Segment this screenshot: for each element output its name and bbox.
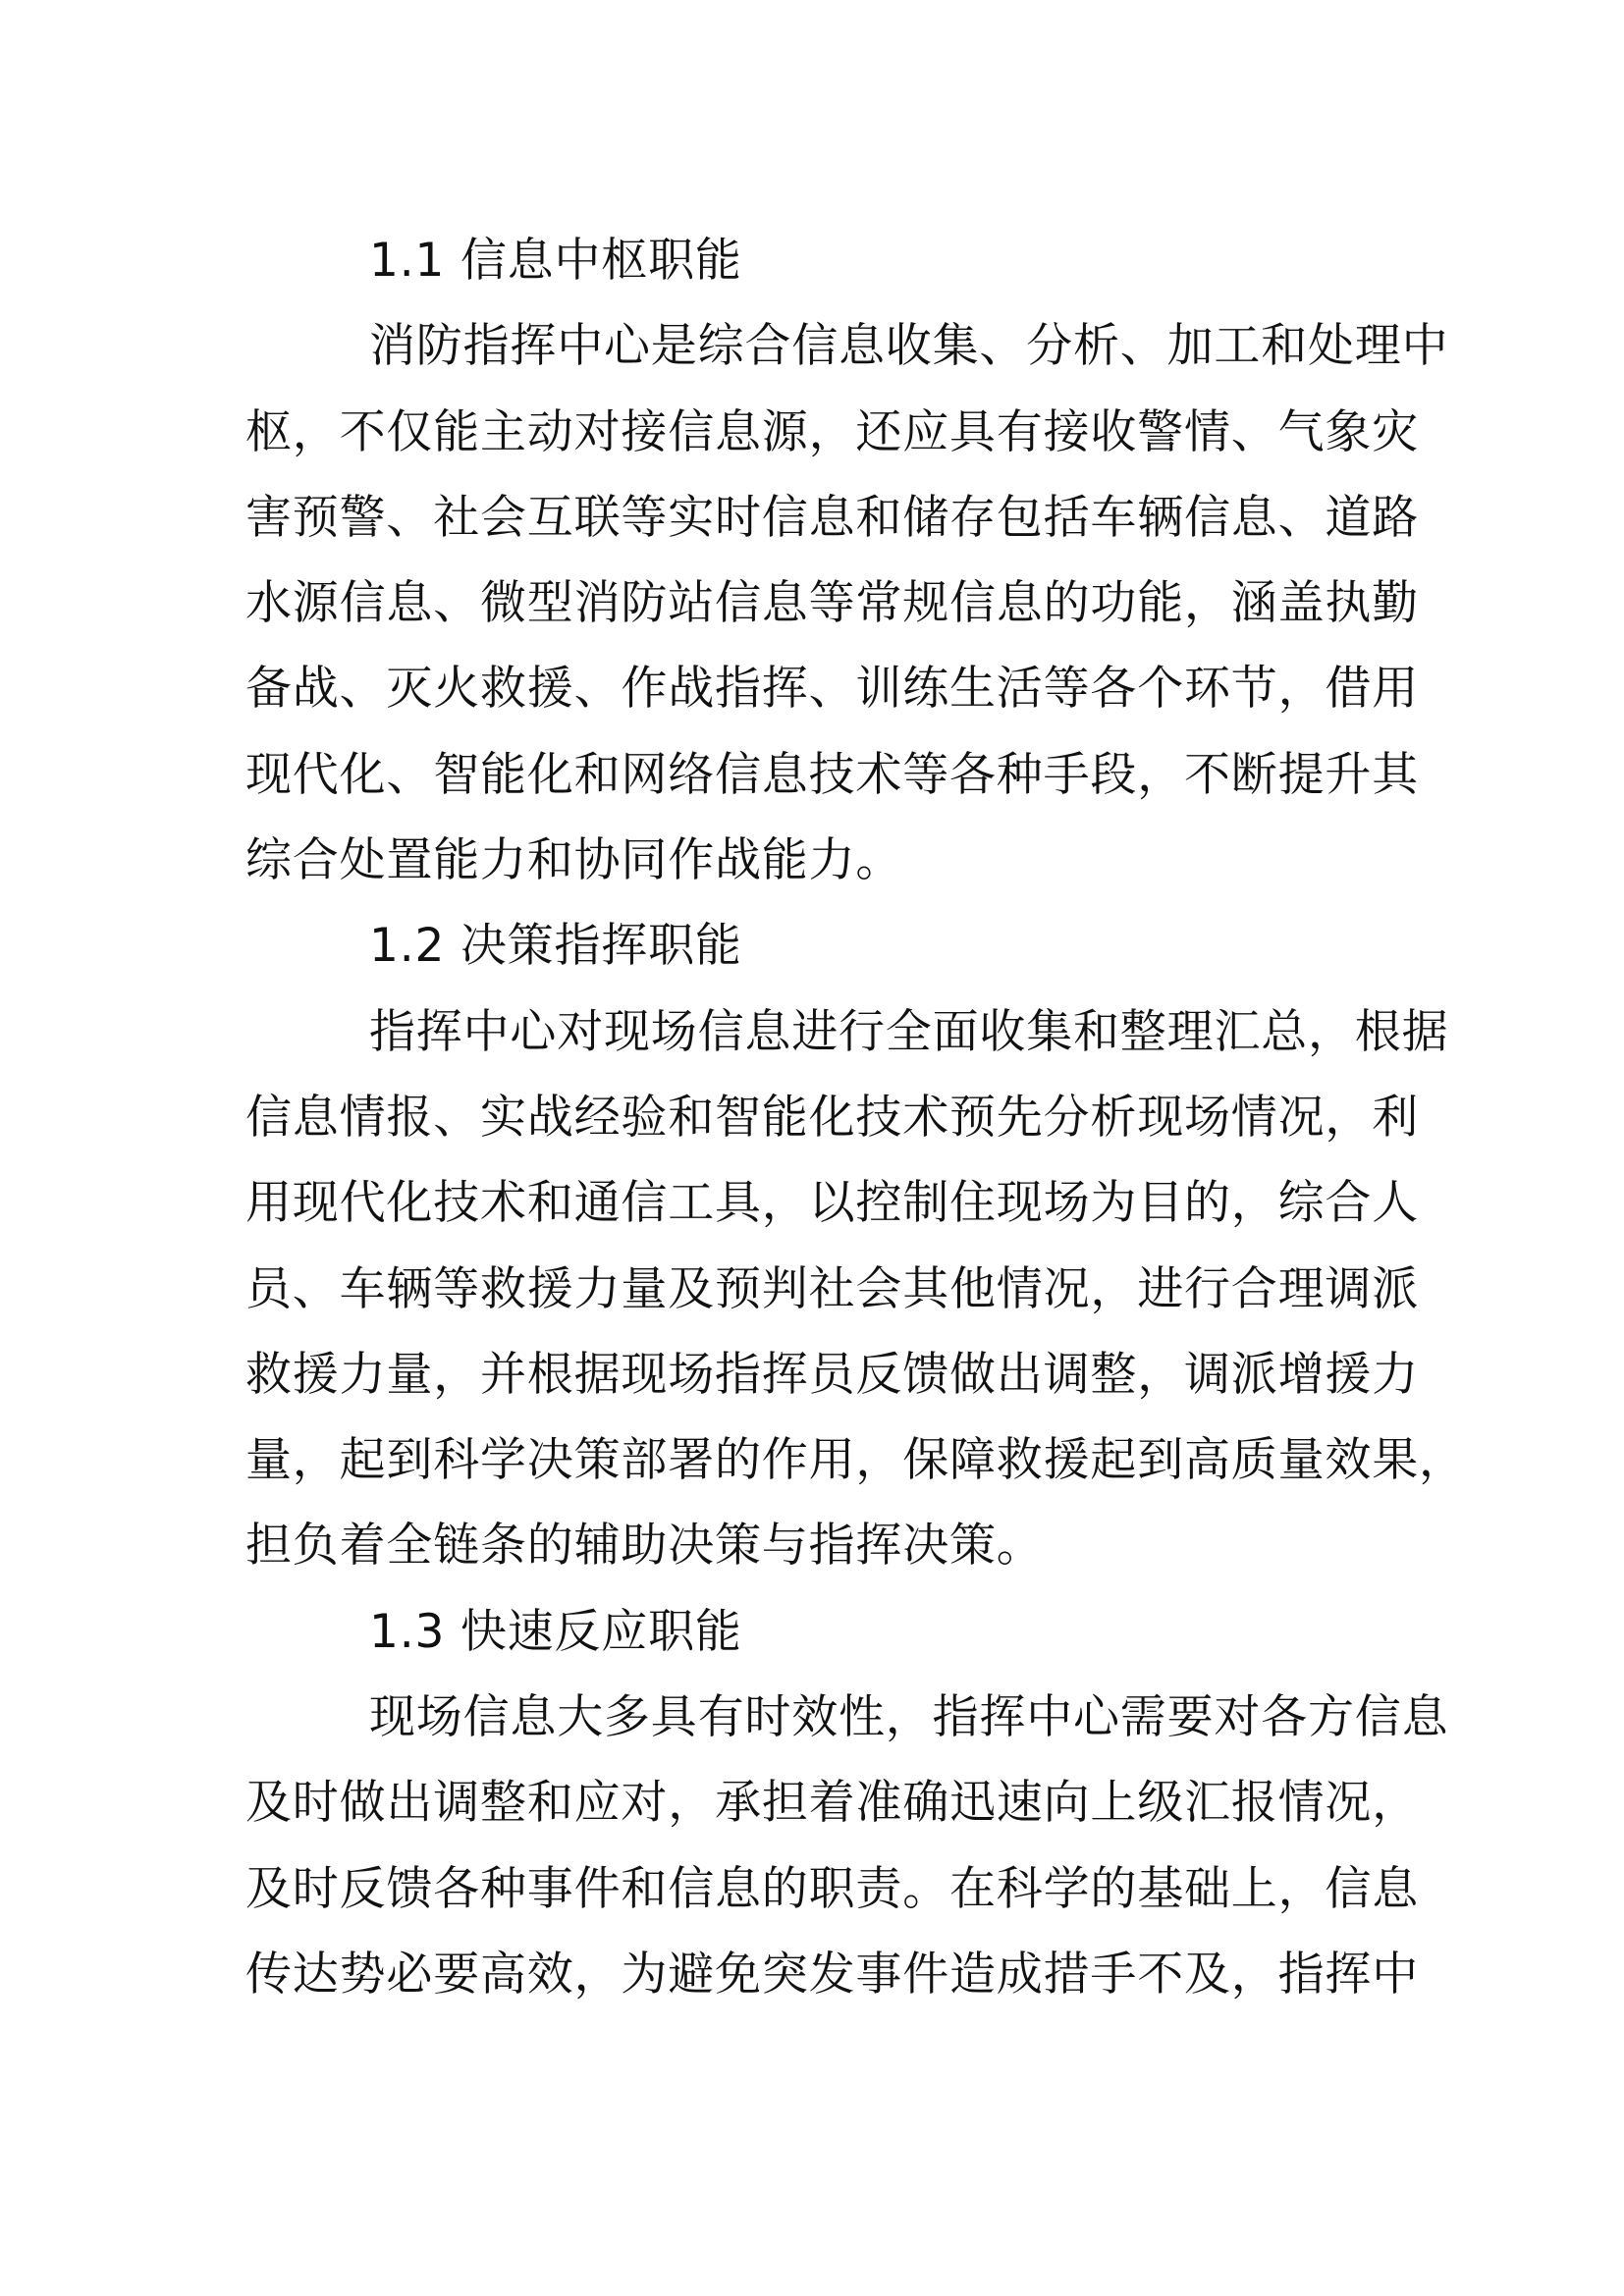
paragraph-line: 备战、灭火救援、作战指挥、训练生活等各个环节，借用	[245, 662, 1419, 717]
paragraph-line: 水源信息、微型消防站信息等常规信息的功能，涵盖执勤	[245, 576, 1419, 631]
paragraph-line: 指挥中心对现场信息进行全面收集和整理汇总，根据	[369, 1004, 1449, 1059]
paragraph-line: 现代化、智能化和网络信息技术等各种手段，不断提升其	[245, 747, 1419, 802]
paragraph-line: 救援力量，并根据现场指挥员反馈做出调整，调派增援力	[245, 1347, 1419, 1402]
paragraph-line: 担负着全链条的辅助决策与指挥决策。	[245, 1519, 1044, 1574]
paragraph-line: 信息情报、实战经验和智能化技术预先分析现场情况，利	[245, 1090, 1419, 1145]
paragraph-line: 及时做出调整和应对，承担着准确迅速向上级汇报情况，	[245, 1776, 1419, 1831]
paragraph-line: 传达势必要高效，为避免突发事件造成措手不及，指挥中	[245, 1947, 1419, 2002]
paragraph-line: 用现代化技术和通信工具，以控制住现场为目的，综合人	[245, 1176, 1419, 1231]
paragraph-line: 枢，不仅能主动对接信息源，还应具有接收警情、气象灾	[245, 404, 1419, 459]
paragraph-line: 及时反馈各种事件和信息的职责。在科学的基础上，信息	[245, 1861, 1419, 1916]
paragraph-line: 消防指挥中心是综合信息收集、分析、加工和处理中	[369, 319, 1449, 374]
paragraph-line: 害预警、社会互联等实时信息和储存包括车辆信息、道路	[245, 490, 1419, 545]
section-heading: 1.3 快速反应职能	[369, 1604, 742, 1659]
paragraph-line: 综合处置能力和协同作战能力。	[245, 833, 903, 888]
paragraph-line: 量，起到科学决策部署的作用，保障救援起到高质量效果，	[245, 1433, 1466, 1488]
section-heading: 1.2 决策指挥职能	[369, 919, 742, 974]
paragraph-line: 员、车辆等救援力量及预判社会其他情况，进行合理调派	[245, 1261, 1419, 1316]
paragraph-line: 现场信息大多具有时效性，指挥中心需要对各方信息	[369, 1690, 1449, 1745]
section-heading: 1.1 信息中枢职能	[369, 234, 742, 288]
document-body	[245, 218, 1466, 2017]
